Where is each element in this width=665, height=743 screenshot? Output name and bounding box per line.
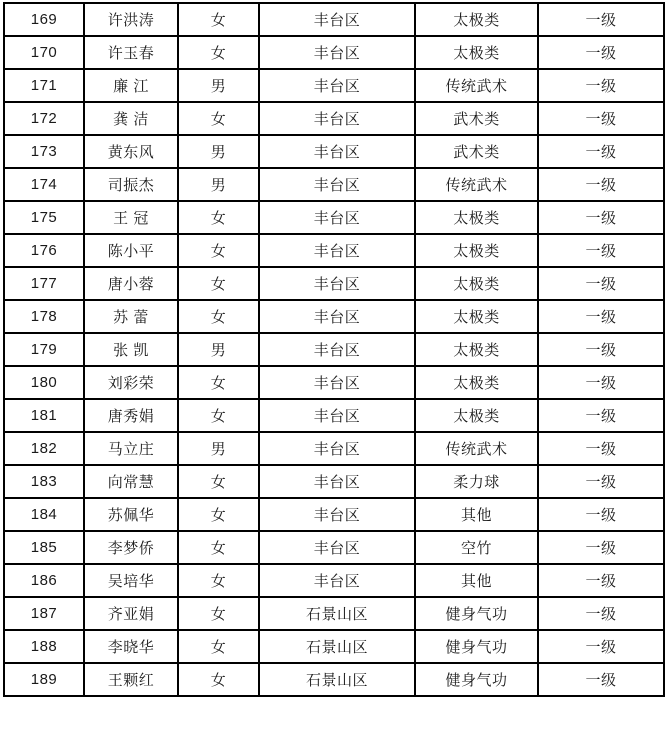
cell-category: 太极类 bbox=[415, 36, 538, 69]
cell-name: 刘彩荣 bbox=[84, 366, 178, 399]
cell-level: 一级 bbox=[538, 135, 664, 168]
cell-level: 一级 bbox=[538, 168, 664, 201]
cell-number: 181 bbox=[4, 399, 84, 432]
cell-number: 185 bbox=[4, 531, 84, 564]
cell-category: 太极类 bbox=[415, 267, 538, 300]
cell-category: 太极类 bbox=[415, 3, 538, 36]
cell-level: 一级 bbox=[538, 465, 664, 498]
cell-gender: 女 bbox=[178, 366, 259, 399]
cell-number: 187 bbox=[4, 597, 84, 630]
cell-name: 许玉春 bbox=[84, 36, 178, 69]
cell-gender: 女 bbox=[178, 663, 259, 696]
cell-district: 丰台区 bbox=[259, 531, 415, 564]
cell-category: 武术类 bbox=[415, 102, 538, 135]
cell-district: 丰台区 bbox=[259, 168, 415, 201]
table-row bbox=[4, 234, 664, 267]
table-row bbox=[4, 564, 664, 597]
cell-category: 其他 bbox=[415, 564, 538, 597]
cell-gender: 女 bbox=[178, 36, 259, 69]
table-row bbox=[4, 399, 664, 432]
cell-category: 其他 bbox=[415, 498, 538, 531]
cell-name: 李晓华 bbox=[84, 630, 178, 663]
cell-number: 177 bbox=[4, 267, 84, 300]
cell-gender: 女 bbox=[178, 267, 259, 300]
cell-name: 齐亚娟 bbox=[84, 597, 178, 630]
cell-category: 传统武术 bbox=[415, 69, 538, 102]
cell-level: 一级 bbox=[538, 102, 664, 135]
cell-level: 一级 bbox=[538, 36, 664, 69]
cell-district: 丰台区 bbox=[259, 564, 415, 597]
table-row bbox=[4, 333, 664, 366]
cell-number: 174 bbox=[4, 168, 84, 201]
cell-level: 一级 bbox=[538, 69, 664, 102]
cell-number: 172 bbox=[4, 102, 84, 135]
cell-name: 龚 洁 bbox=[84, 102, 178, 135]
cell-gender: 女 bbox=[178, 630, 259, 663]
table-row bbox=[4, 498, 664, 531]
table-row bbox=[4, 465, 664, 498]
cell-gender: 男 bbox=[178, 333, 259, 366]
cell-name: 廉 江 bbox=[84, 69, 178, 102]
table-row bbox=[4, 597, 664, 630]
table-row bbox=[4, 366, 664, 399]
cell-district: 石景山区 bbox=[259, 663, 415, 696]
cell-category: 太极类 bbox=[415, 399, 538, 432]
cell-name: 司振杰 bbox=[84, 168, 178, 201]
cell-number: 188 bbox=[4, 630, 84, 663]
cell-district: 丰台区 bbox=[259, 69, 415, 102]
cell-category: 健身气功 bbox=[415, 630, 538, 663]
cell-name: 陈小平 bbox=[84, 234, 178, 267]
cell-district: 丰台区 bbox=[259, 36, 415, 69]
cell-category: 柔力球 bbox=[415, 465, 538, 498]
table-row bbox=[4, 663, 664, 696]
cell-number: 169 bbox=[4, 3, 84, 36]
cell-name: 唐秀娟 bbox=[84, 399, 178, 432]
cell-level: 一级 bbox=[538, 432, 664, 465]
cell-district: 丰台区 bbox=[259, 399, 415, 432]
cell-number: 173 bbox=[4, 135, 84, 168]
cell-level: 一级 bbox=[538, 366, 664, 399]
table-row bbox=[4, 300, 664, 333]
cell-level: 一级 bbox=[538, 267, 664, 300]
cell-number: 171 bbox=[4, 69, 84, 102]
cell-gender: 男 bbox=[178, 69, 259, 102]
cell-level: 一级 bbox=[538, 663, 664, 696]
cell-level: 一级 bbox=[538, 300, 664, 333]
cell-gender: 女 bbox=[178, 234, 259, 267]
cell-name: 黄东风 bbox=[84, 135, 178, 168]
cell-name: 苏 蕾 bbox=[84, 300, 178, 333]
cell-district: 丰台区 bbox=[259, 3, 415, 36]
cell-district: 丰台区 bbox=[259, 366, 415, 399]
cell-level: 一级 bbox=[538, 399, 664, 432]
cell-district: 石景山区 bbox=[259, 597, 415, 630]
cell-name: 李梦侨 bbox=[84, 531, 178, 564]
cell-gender: 女 bbox=[178, 531, 259, 564]
cell-level: 一级 bbox=[538, 3, 664, 36]
cell-district: 丰台区 bbox=[259, 234, 415, 267]
cell-category: 空竹 bbox=[415, 531, 538, 564]
cell-number: 189 bbox=[4, 663, 84, 696]
cell-district: 丰台区 bbox=[259, 135, 415, 168]
cell-name: 王 冠 bbox=[84, 201, 178, 234]
rating-roster-table bbox=[3, 2, 665, 697]
cell-district: 丰台区 bbox=[259, 333, 415, 366]
cell-name: 唐小蓉 bbox=[84, 267, 178, 300]
cell-category: 武术类 bbox=[415, 135, 538, 168]
cell-level: 一级 bbox=[538, 564, 664, 597]
table-row bbox=[4, 432, 664, 465]
cell-gender: 女 bbox=[178, 564, 259, 597]
cell-category: 健身气功 bbox=[415, 597, 538, 630]
cell-gender: 男 bbox=[178, 432, 259, 465]
cell-level: 一级 bbox=[538, 201, 664, 234]
cell-district: 丰台区 bbox=[259, 498, 415, 531]
cell-gender: 女 bbox=[178, 399, 259, 432]
cell-district: 丰台区 bbox=[259, 432, 415, 465]
cell-name: 吴培华 bbox=[84, 564, 178, 597]
cell-gender: 女 bbox=[178, 102, 259, 135]
cell-category: 传统武术 bbox=[415, 168, 538, 201]
cell-category: 太极类 bbox=[415, 201, 538, 234]
table-row bbox=[4, 3, 664, 36]
cell-number: 170 bbox=[4, 36, 84, 69]
cell-district: 丰台区 bbox=[259, 102, 415, 135]
cell-number: 182 bbox=[4, 432, 84, 465]
cell-name: 张 凯 bbox=[84, 333, 178, 366]
cell-name: 苏佩华 bbox=[84, 498, 178, 531]
cell-name: 马立庄 bbox=[84, 432, 178, 465]
cell-name: 王颗红 bbox=[84, 663, 178, 696]
cell-district: 石景山区 bbox=[259, 630, 415, 663]
table-row bbox=[4, 168, 664, 201]
table-row bbox=[4, 69, 664, 102]
cell-gender: 女 bbox=[178, 300, 259, 333]
cell-level: 一级 bbox=[538, 597, 664, 630]
cell-district: 丰台区 bbox=[259, 267, 415, 300]
cell-gender: 男 bbox=[178, 168, 259, 201]
cell-category: 健身气功 bbox=[415, 663, 538, 696]
cell-category: 太极类 bbox=[415, 366, 538, 399]
cell-gender: 男 bbox=[178, 135, 259, 168]
table-row bbox=[4, 267, 664, 300]
cell-category: 太极类 bbox=[415, 333, 538, 366]
cell-number: 183 bbox=[4, 465, 84, 498]
cell-gender: 女 bbox=[178, 465, 259, 498]
cell-level: 一级 bbox=[538, 234, 664, 267]
table-row bbox=[4, 201, 664, 234]
cell-level: 一级 bbox=[538, 333, 664, 366]
cell-number: 184 bbox=[4, 498, 84, 531]
cell-gender: 女 bbox=[178, 498, 259, 531]
cell-level: 一级 bbox=[538, 531, 664, 564]
table-row bbox=[4, 135, 664, 168]
cell-number: 186 bbox=[4, 564, 84, 597]
cell-gender: 女 bbox=[178, 201, 259, 234]
cell-number: 179 bbox=[4, 333, 84, 366]
cell-name: 许洪涛 bbox=[84, 3, 178, 36]
cell-district: 丰台区 bbox=[259, 465, 415, 498]
cell-district: 丰台区 bbox=[259, 201, 415, 234]
cell-number: 176 bbox=[4, 234, 84, 267]
cell-category: 传统武术 bbox=[415, 432, 538, 465]
cell-gender: 女 bbox=[178, 3, 259, 36]
cell-level: 一级 bbox=[538, 630, 664, 663]
cell-number: 180 bbox=[4, 366, 84, 399]
table-body bbox=[4, 3, 664, 696]
cell-level: 一级 bbox=[538, 498, 664, 531]
table-row bbox=[4, 630, 664, 663]
cell-name: 向常慧 bbox=[84, 465, 178, 498]
table-row bbox=[4, 531, 664, 564]
table-row bbox=[4, 36, 664, 69]
cell-category: 太极类 bbox=[415, 300, 538, 333]
cell-number: 178 bbox=[4, 300, 84, 333]
cell-gender: 女 bbox=[178, 597, 259, 630]
cell-district: 丰台区 bbox=[259, 300, 415, 333]
cell-number: 175 bbox=[4, 201, 84, 234]
cell-category: 太极类 bbox=[415, 234, 538, 267]
table-row bbox=[4, 102, 664, 135]
